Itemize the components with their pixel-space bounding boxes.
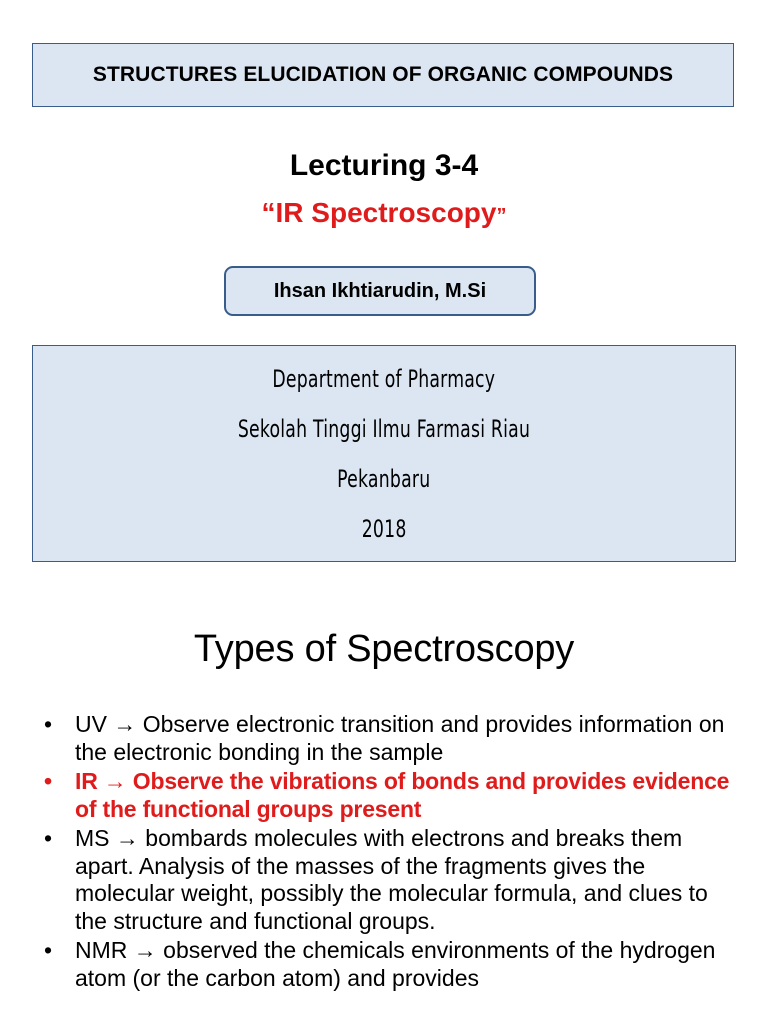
institution-line: Sekolah Tinggi Ilmu Farmasi Riau <box>237 414 531 443</box>
bullet-dot: • <box>44 825 53 851</box>
bullet-dot: • <box>44 711 53 737</box>
lecture-title: Lecturing 3-4 <box>289 149 479 182</box>
bullet-ms <box>44 825 744 935</box>
bullet-dot: • <box>44 768 52 794</box>
city-line: Pekanbaru <box>337 464 431 493</box>
course-title-box <box>32 43 734 107</box>
slide2-title: Types of Spectroscopy <box>193 628 575 670</box>
department-box <box>32 345 736 562</box>
bullet-text: MS → bombards molecules with electrons and breaks them apart. Analysis of the masses of the fragments gives the molecular weight, possibly the molecular formula, and clues to the structure and functional groups. <box>75 825 708 934</box>
bullet-text: NMR → observed the chemicals environments of the hydrogen atom (or the carbon atom) and provides <box>75 937 716 991</box>
bullet-uv <box>44 711 744 766</box>
department-line: Department of Pharmacy <box>272 364 496 393</box>
lecture-subtitle-close-quote: ” <box>496 205 507 227</box>
year-line: 2018 <box>361 514 407 543</box>
author-box <box>224 266 536 316</box>
lecture-subtitle <box>0 193 768 236</box>
spectroscopy-bullet-list <box>44 711 744 994</box>
bullet-ir <box>44 768 744 823</box>
lecture-subtitle-main: “IR Spectroscopy <box>261 197 497 228</box>
author-name: Ihsan Ikhtiarudin, M.Si <box>273 279 487 302</box>
bullet-dot: • <box>44 937 53 963</box>
course-title: STRUCTURES ELUCIDATION OF ORGANIC COMPOUNDS <box>92 63 674 86</box>
bullet-text: IR → Observe the vibrations of bonds and provides evidence of the functional groups present <box>75 768 730 822</box>
bullet-text: UV → Observe electronic transition and provides information on the electronic bonding in the sample <box>75 711 725 765</box>
bullet-nmr <box>44 937 744 992</box>
